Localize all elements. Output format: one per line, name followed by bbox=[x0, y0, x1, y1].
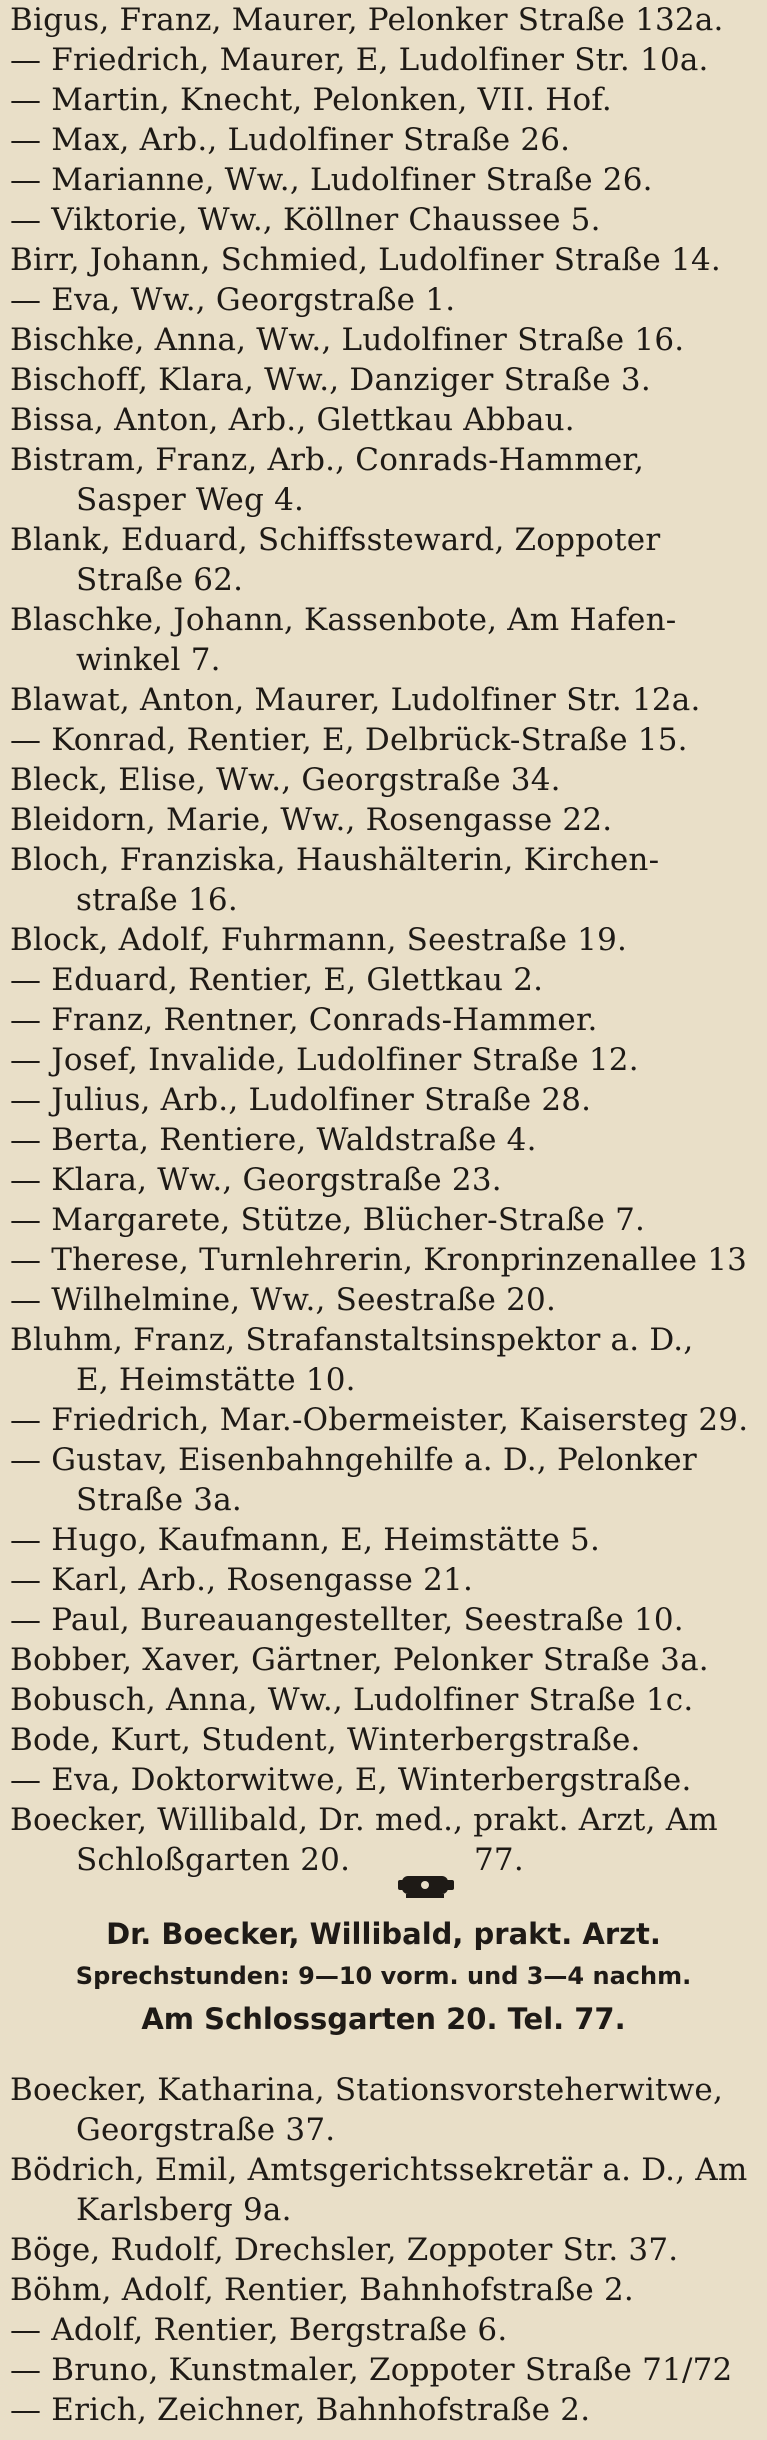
entry-continuation: straße 16. bbox=[76, 882, 238, 918]
entry-line: Böge, Rudolf, Drechsler, Zoppoter Str. 37. bbox=[10, 2232, 679, 2268]
entry-line: Birr, Johann, Schmied, Ludolfiner Straße 14. bbox=[10, 242, 721, 278]
entry-line: — Eva, Doktorwitwe, E, Winterbergstraße. bbox=[10, 1762, 692, 1798]
entry-line: — Berta, Rentiere, Waldstraße 4. bbox=[10, 1122, 537, 1158]
entry-continuation: Georgstraße 37. bbox=[76, 2112, 336, 2148]
entry-line: — Adolf, Rentier, Bergstraße 6. bbox=[10, 2312, 508, 2348]
entry-line: Bödrich, Emil, Amtsgerichtssekretär a. D., Am bbox=[10, 2152, 748, 2188]
entry-continuation: E, Heimstätte 10. bbox=[76, 1362, 356, 1398]
entry-line: — Eduard, Rentier, E, Glettkau 2. bbox=[10, 962, 544, 998]
entry-continuation: Karlsberg 9a. bbox=[76, 2192, 292, 2228]
entry-continuation: Straße 3a. bbox=[76, 1482, 242, 1518]
entry-line: Bleck, Elise, Ww., Georgstraße 34. bbox=[10, 762, 561, 798]
telephone-number: 77. bbox=[474, 1842, 524, 1878]
ad-office-hours: Sprechstunden: 9—10 vorm. und 3—4 nachm. bbox=[75, 1962, 692, 1990]
entry-line: — Max, Arb., Ludolfiner Straße 26. bbox=[10, 122, 571, 158]
entry-line: — Margarete, Stütze, Blücher-Straße 7. bbox=[10, 1202, 646, 1238]
entry-line: — Marianne, Ww., Ludolfiner Straße 26. bbox=[10, 162, 653, 198]
entry-line: — Franz, Rentner, Conrads-Hammer. bbox=[10, 1002, 598, 1038]
entry-line: — Martin, Knecht, Pelonken, VII. Hof. bbox=[10, 82, 612, 118]
entry-continuation: Schloßgarten 20. bbox=[76, 1842, 351, 1878]
entry-line: Bobusch, Anna, Ww., Ludolfiner Straße 1c. bbox=[10, 1682, 694, 1718]
entry-line: Bischke, Anna, Ww., Ludolfiner Straße 16. bbox=[10, 322, 685, 358]
entry-line: — Friedrich, Maurer, E, Ludolfiner Str. 10a. bbox=[10, 42, 709, 78]
entry-line: Boecker, Willibald, Dr. med., prakt. Arzt, Am bbox=[10, 1802, 718, 1838]
entry-line: Block, Adolf, Fuhrmann, Seestraße 19. bbox=[10, 922, 628, 958]
entry-line: Bleidorn, Marie, Ww., Rosengasse 22. bbox=[10, 802, 613, 838]
entry-line: — Hugo, Kaufmann, E, Heimstätte 5. bbox=[10, 1522, 601, 1558]
entry-line: Blank, Eduard, Schiffssteward, Zoppoter bbox=[10, 522, 661, 558]
entry-line: — Erich, Zeichner, Bahnhofstraße 2. bbox=[10, 2392, 591, 2428]
entry-line: — Gustav, Eisenbahngehilfe a. D., Pelonker bbox=[10, 1442, 697, 1478]
entry-line: — Wilhelmine, Ww., Seestraße 20. bbox=[10, 1282, 557, 1318]
entry-continuation: winkel 7. bbox=[76, 642, 221, 678]
entry-line: — Josef, Invalide, Ludolfiner Straße 12. bbox=[10, 1042, 639, 1078]
entry-line: — Karl, Arb., Rosengasse 21. bbox=[10, 1562, 474, 1598]
entry-line: Bistram, Franz, Arb., Conrads-Hammer, bbox=[10, 442, 645, 478]
entry-line: Bluhm, Franz, Strafanstaltsinspektor a. D., bbox=[10, 1322, 694, 1358]
entry-line: Blaschke, Johann, Kassenbote, Am Hafen- bbox=[10, 602, 677, 638]
entry-line: Bigus, Franz, Maurer, Pelonker Straße 132a. bbox=[10, 2, 724, 38]
entry-line: Böhm, Adolf, Rentier, Bahnhofstraße 2. bbox=[10, 2272, 634, 2308]
entry-line: Blawat, Anton, Maurer, Ludolfiner Str. 12a. bbox=[10, 682, 701, 718]
entry-line: — Therese, Turnlehrerin, Kronprinzenallee 13 bbox=[10, 1242, 748, 1278]
entry-line: — Eva, Ww., Georgstraße 1. bbox=[10, 282, 456, 318]
entry-line: — Viktorie, Ww., Köllner Chaussee 5. bbox=[10, 202, 601, 238]
entry-line: Bloch, Franziska, Haushälterin, Kirchen- bbox=[10, 842, 660, 878]
entry-line: — Paul, Bureauangestellter, Seestraße 10. bbox=[10, 1602, 684, 1638]
entry-line: — Bruno, Kunstmaler, Zoppoter Straße 71/72 bbox=[10, 2352, 733, 2388]
entry-line: Bode, Kurt, Student, Winterbergstraße. bbox=[10, 1722, 641, 1758]
entry-line: — Klara, Ww., Georgstraße 23. bbox=[10, 1162, 502, 1198]
ad-address: Am Schlossgarten 20. Tel. 77. bbox=[141, 2002, 626, 2036]
entry-line: Bischoff, Klara, Ww., Danziger Straße 3. bbox=[10, 362, 651, 398]
entry-line: — Friedrich, Mar.-Obermeister, Kaisersteg 29. bbox=[10, 1402, 749, 1438]
ad-headline: Dr. Boecker, Willibald, prakt. Arzt. bbox=[106, 1917, 661, 1951]
entry-continuation: Sasper Weg 4. bbox=[76, 482, 305, 518]
entry-line: — Konrad, Rentier, E, Delbrück-Straße 15. bbox=[10, 722, 688, 758]
entry-line: Bobber, Xaver, Gärtner, Pelonker Straße 3a. bbox=[10, 1642, 709, 1678]
entry-line: Bissa, Anton, Arb., Glettkau Abbau. bbox=[10, 402, 575, 438]
entry-line: — Julius, Arb., Ludolfiner Straße 28. bbox=[10, 1082, 592, 1118]
entry-continuation: Straße 62. bbox=[76, 562, 244, 598]
telephone-icon bbox=[398, 1870, 460, 1906]
entry-line: Boecker, Katharina, Stationsvorsteherwitwe, bbox=[10, 2072, 724, 2108]
